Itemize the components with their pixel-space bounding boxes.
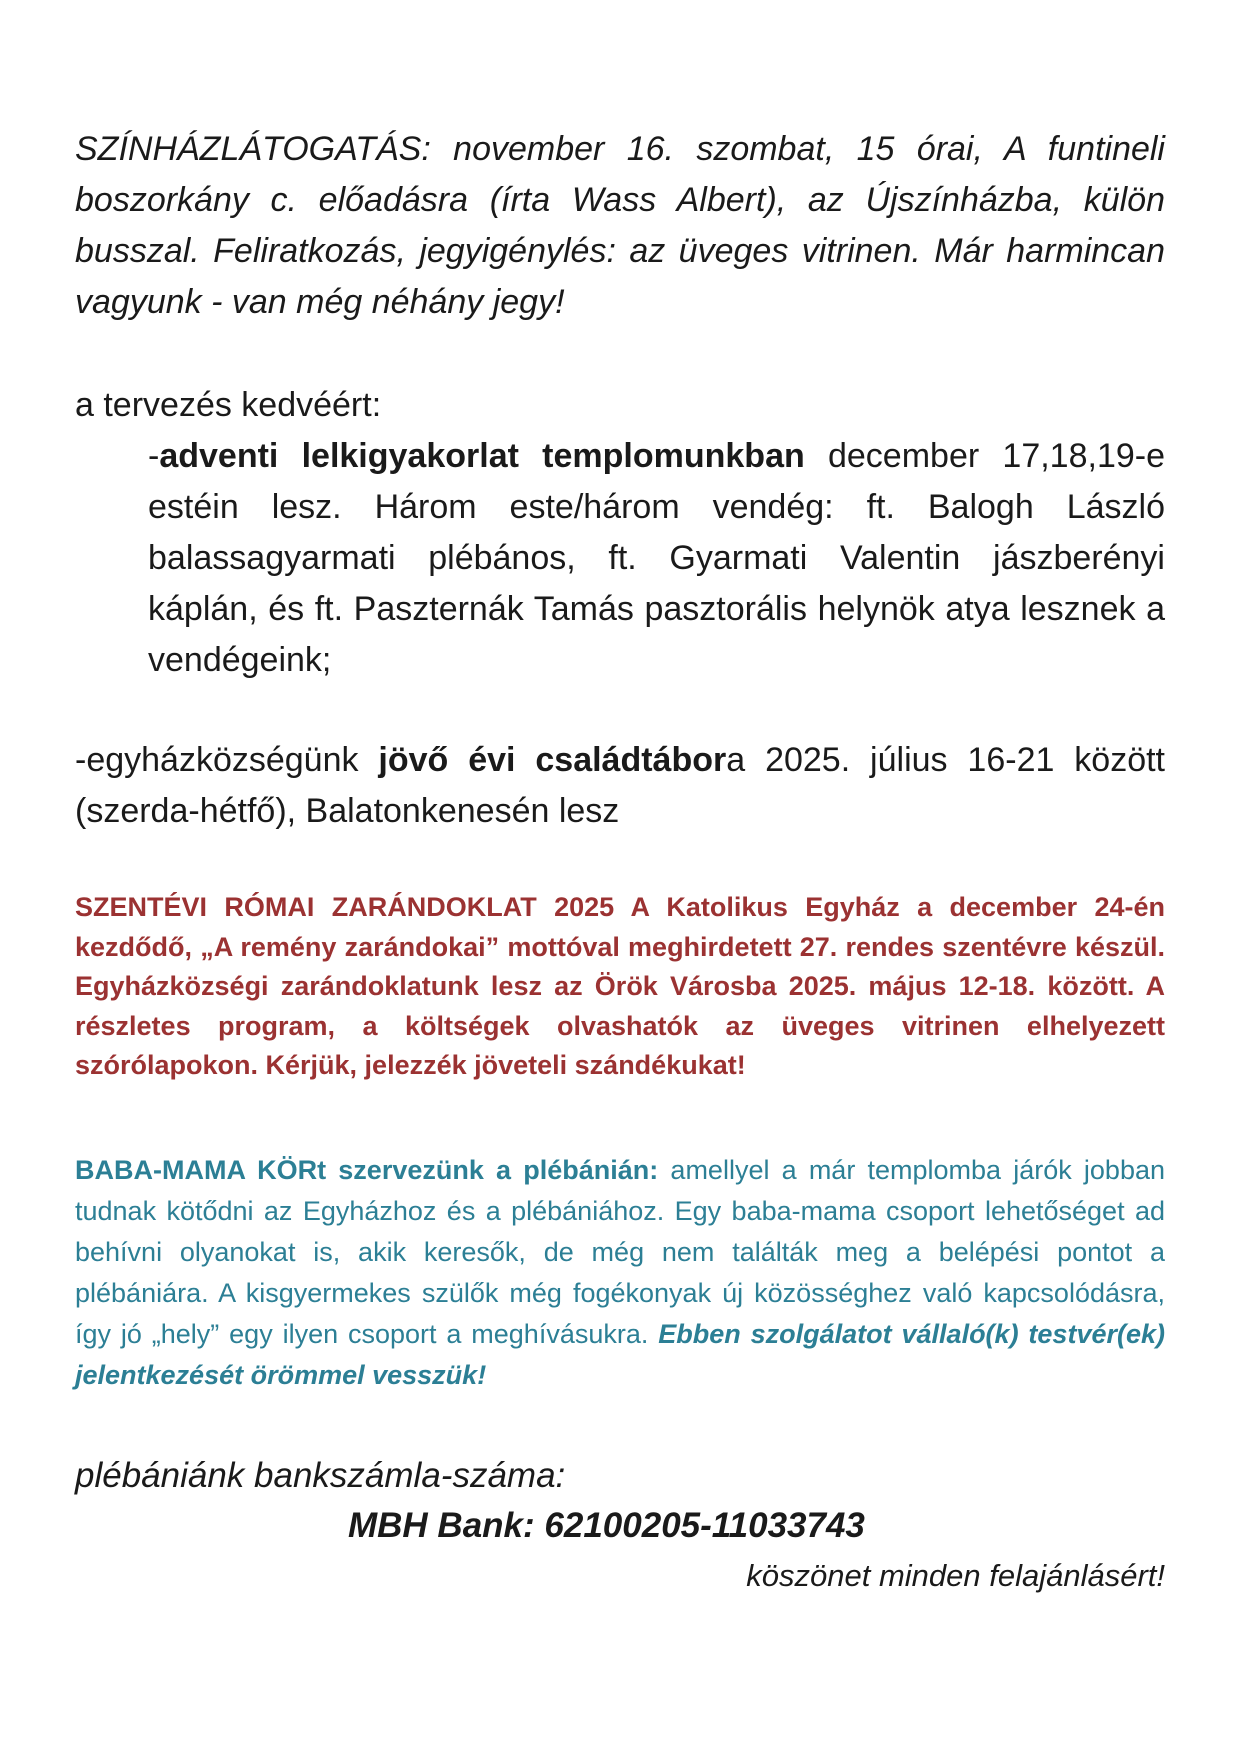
baby-mom-circle-body: amellyel a már templomba járók jobban tudnak kötődni az Egyházhoz és a plébániához. Egy baba-mama csoport lehetőséget ad behívni olyanokat is, akik keresők, de még nem találták meg a belépési pontot a plébániára. A kisgyermekes szülők még fogékonyak új közösséghez való kapcsolódásra, így jó „hely” egy ilyen csoport a meghívásukra.: [75, 1155, 1165, 1349]
thanks-note: köszönet minden felajánlásért!: [746, 1558, 1165, 1593]
baby-mom-circle-title: BABA-MAMA KÖRt szervezünk a plébánián:: [75, 1155, 659, 1185]
camp-prefix: -egyházközségünk: [75, 741, 379, 779]
retreat-details: december 17,18,19-e estéin lesz. Három este/három vendég: ft. Balogh László balassagyarmati plébános, ft. Gyarmati Valentin jászberényi káplán, és ft. Paszternák Tamás pasztorális helynök atya lesznek a vendégeink;: [148, 437, 1165, 679]
camp-details: a 2025. július 16-21 között (szerda-hétfő), Balatonkenesén lesz: [75, 741, 1166, 830]
bank-account-label: plébániánk bankszámla-száma:: [75, 1456, 566, 1495]
advent-retreat-paragraph: [148, 431, 1165, 686]
baby-mom-circle-paragraph: [75, 1150, 1165, 1396]
bank-account-number: MBH Bank: 62100205-11033743: [348, 1506, 865, 1545]
camp-title: jövő évi családtábor: [378, 741, 727, 779]
planning-intro: a tervezés kedvéért:: [75, 386, 382, 424]
pilgrimage-paragraph: SZENTÉVI RÓMAI ZARÁNDOKLAT 2025 A Katolikus Egyház a december 24-én kezdődő, „A remény zarándokai” mottóval meghirdetett 27. rendes szentévre készül. Egyházközségi zarándoklatunk lesz az Örök Városba 2025. május 12-18. között. A részletes program, a költségek olvashatók az üveges vitrinen elhelyezett szórólapokon. Kérjük, jelezzék jöveteli szándékukat!: [75, 892, 1165, 1080]
volunteer-call: Ebben szolgálatot vállaló(k) testvér(ek) jelentkezését örömmel vesszük!: [75, 1319, 1165, 1390]
theatre-visit-paragraph: SZÍNHÁZLÁTOGATÁS: november 16. szombat, 15 órai, A funtineli boszorkány c. előadásra (írta Wass Albert), az Újszínházba, külön busszal. Feliratkozás, jegyigénylés: az üveges vitrinen. Már harmincan vagyunk - van még néhány jegy!: [75, 130, 1165, 321]
retreat-dash: -: [148, 437, 160, 475]
retreat-title: adventi lelkigyakorlat templomunkban: [159, 437, 805, 475]
family-camp-paragraph: [75, 735, 1165, 837]
